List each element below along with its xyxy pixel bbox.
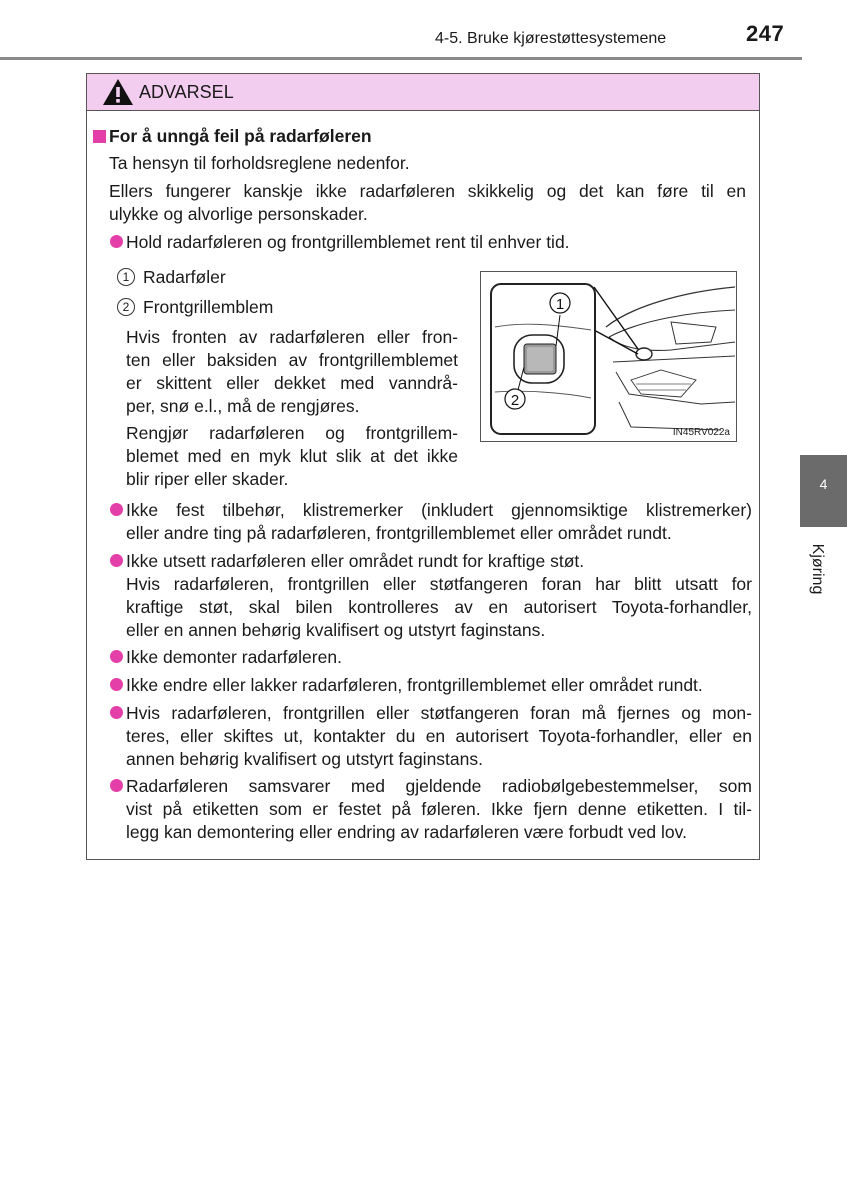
page-number: 247 — [746, 21, 785, 46]
bullet-5-line1: Hvis radarføleren, frontgrillen eller støtfangeren foran må fjernes og mon- — [126, 703, 752, 723]
label-radar-sensor: Radarføler — [143, 267, 226, 287]
bullet-clean: Hold radarføleren og frontgrillemblemet rent til enhver tid. — [126, 232, 570, 252]
bullet-2-line1: Ikke utsett radarføleren eller området rundt for kraftige støt. — [126, 551, 585, 571]
bullet-6-line1: Radarføleren samsvarer med gjeldende radiobølgebestemmelser, som — [126, 776, 752, 796]
callout-2-icon: 2 — [117, 298, 135, 316]
dirty-text-line4: per, snø e.l., må de rengjøres. — [126, 396, 360, 416]
intro-text: Ta hensyn til forholdsreglene nedenfor. — [109, 153, 410, 173]
figure-code: IN45RV022a — [672, 427, 730, 438]
bullet-1-line2: eller andre ting på radarføleren, frontgrillemblemet eller området rundt. — [126, 523, 672, 543]
chapter-tab — [800, 455, 847, 527]
chapter-number: 4 — [819, 476, 828, 492]
bullet-2-line2: Hvis radarføleren, frontgrillen eller støtfangeren foran har blitt utsatt for — [126, 574, 752, 594]
bullet-icon — [110, 235, 123, 248]
bullet-2-line3: kraftige støt, skal bilen kontrolleres av en autorisert Toyota-forhandler, — [126, 597, 752, 617]
warning-icon — [102, 78, 134, 106]
bullet-icon — [110, 554, 123, 567]
bullet-icon — [110, 706, 123, 719]
bullet-4: Ikke endre eller lakker radarføleren, frontgrillemblemet eller området rundt. — [126, 675, 703, 695]
dirty-text-line3: er skittent eller dekket med vanndrå- — [126, 373, 458, 393]
bullet-icon — [110, 503, 123, 516]
section-title: 4-5. Bruke kjørestøttesystemene — [435, 30, 667, 47]
bullet-icon — [110, 650, 123, 663]
figure-callout-2: 2 — [510, 392, 520, 409]
chapter-label: Kjøring — [809, 543, 826, 595]
warning-header — [87, 74, 759, 111]
warning-title: ADVARSEL — [139, 82, 234, 102]
clean-text-line1: Rengjør radarføleren og frontgrillem- — [126, 423, 458, 443]
bullet-icon — [110, 678, 123, 691]
callout-1-icon: 1 — [117, 268, 135, 286]
clean-text-line2: blemet med en myk klut slik at det ikke — [126, 446, 458, 466]
label-front-grille-emblem: Frontgrillemblem — [143, 297, 274, 317]
intro-text-2-line1: Ellers fungerer kanskje ikke radarføleren skikkelig og det kan føre til en — [109, 181, 746, 201]
radar-sensor-illustration — [480, 271, 737, 442]
bullet-3: Ikke demonter radarføleren. — [126, 647, 342, 667]
chapter-label-container — [805, 540, 829, 600]
figure-callout-1: 1 — [555, 296, 565, 313]
bullet-5-line3: annen behørig kvalifisert og utstyrt faginstans. — [126, 749, 483, 769]
bullet-2-line4: eller en annen behørig kvalifisert og utstyrt faginstans. — [126, 620, 546, 640]
clean-text-line3: blir riper eller skader. — [126, 469, 289, 489]
dirty-text-line2: ten eller baksiden av frontgrillemblemet — [126, 350, 458, 370]
dirty-text-line1: Hvis fronten av radarføleren eller fron- — [126, 327, 458, 347]
bullet-1-line1: Ikke fest tilbehør, klistremerker (inkludert gjennomsiktige klistremerker) — [126, 500, 752, 520]
bullet-5-line2: teres, eller skiftes ut, kontakter du en autorisert Toyota-forhandler, eller en — [126, 726, 752, 746]
bullet-icon — [110, 779, 123, 792]
header-rule — [0, 57, 802, 60]
bullet-6-line3: legg kan demontering eller endring av radarføleren være forbudt ved lov. — [126, 822, 687, 842]
car-front-drawing — [481, 272, 736, 441]
intro-text-2-line2: ulykke og alvorlige personskader. — [109, 204, 368, 224]
bullet-6-line2: vist på etiketten som er festet på føleren. Ikke fjern denne etiketten. I til- — [126, 799, 752, 819]
section-marker-icon — [93, 130, 106, 143]
warning-heading: For å unngå feil på radarføleren — [109, 126, 372, 146]
